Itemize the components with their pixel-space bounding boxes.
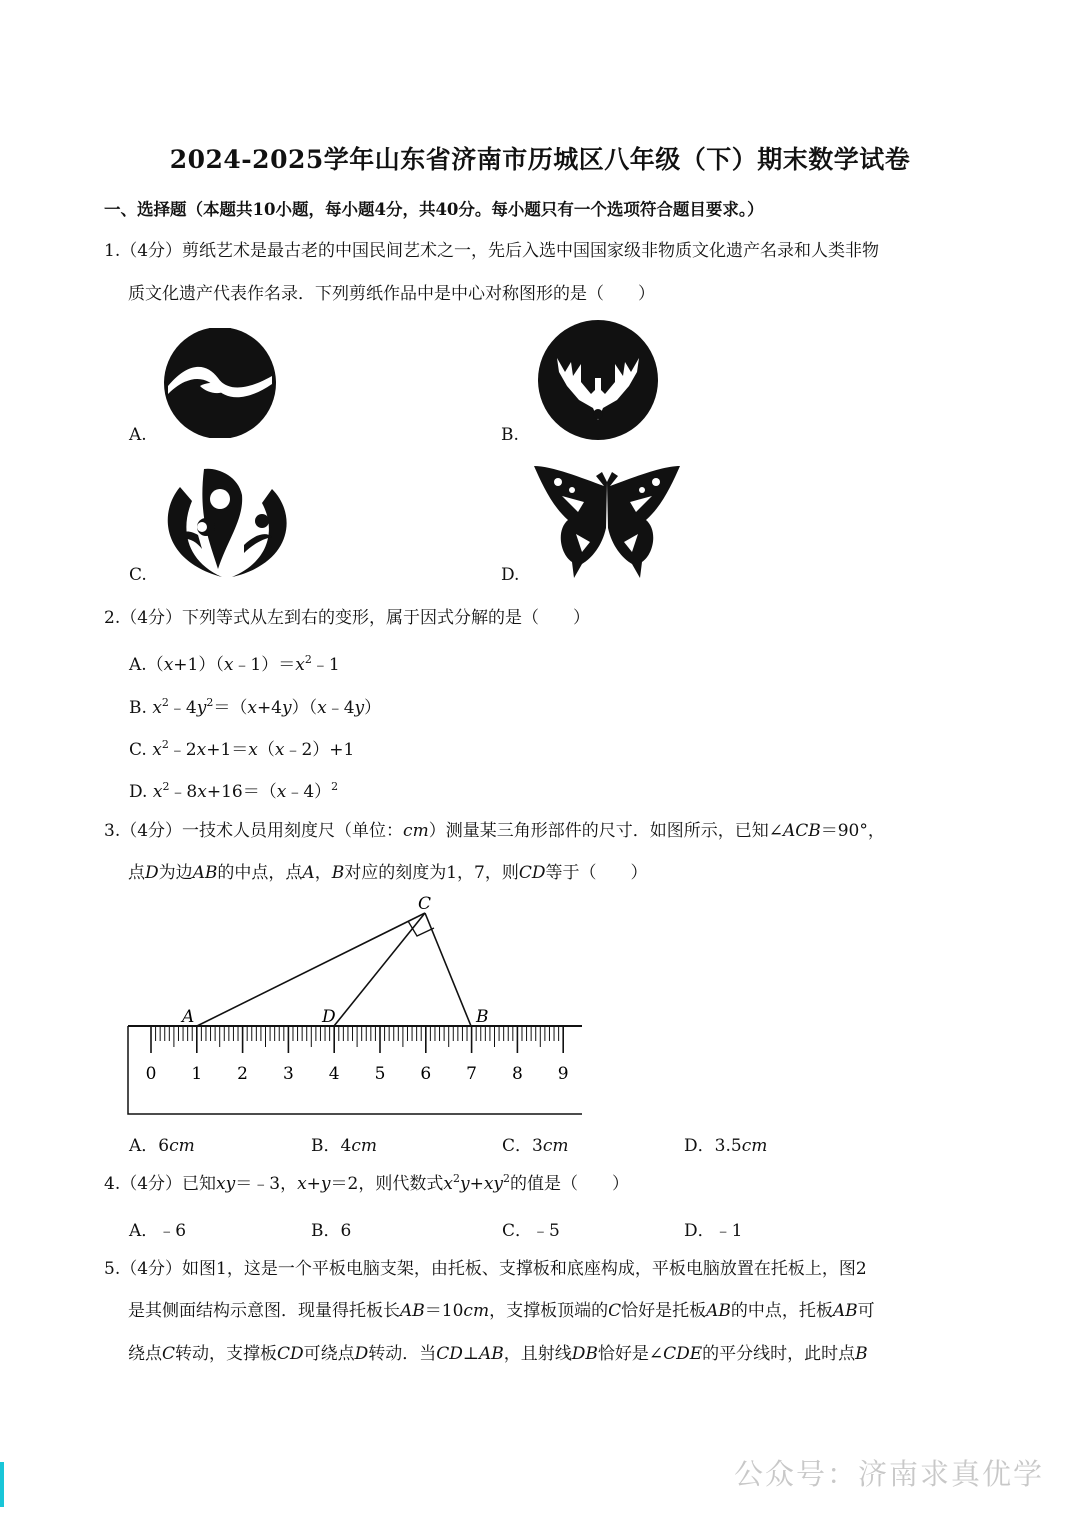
- q5-stem-line3: 绕点C转动，支撑板CD可绕点D转动．当CD⊥AB，且射线DB恰好是∠CDE的平分线时，此时点B: [128, 1344, 868, 1364]
- papercut-c-figures-image: [158, 465, 298, 580]
- q3-option-d: D．3.5cm: [684, 1136, 768, 1156]
- ruler-number-label: 9: [557, 1064, 569, 1084]
- q2-stem: 2.（4分）下列等式从左到右的变形，属于因式分解的是（ ）: [104, 608, 591, 628]
- q2-option-b: B. $x^2﹣4y^2=(x+4y)(x﹣4y)$: [129, 696, 382, 718]
- q4-option-a: A．﹣6: [129, 1221, 187, 1241]
- section-heading: 一、选择题（本题共10小题，每小题4分，共40分。每小题只有一个选项符合题目要求。）: [104, 200, 764, 219]
- ruler-number-label: 5: [374, 1064, 386, 1084]
- q1-option-d-label: D.: [501, 565, 520, 585]
- point-label-b: B: [476, 1007, 489, 1027]
- q2-option-a: $A.(x+1)(x﹣1)=x^2﹣1$: [129, 653, 340, 675]
- page-title: 2024-2025学年山东省济南市历城区八年级（下）期末数学试卷: [169, 145, 911, 174]
- ruler-number-label: 7: [466, 1064, 478, 1084]
- q4-option-d: D．﹣1: [684, 1221, 743, 1241]
- q4-option-b: B．6: [311, 1221, 352, 1241]
- ruler-number-label: 8: [511, 1064, 523, 1084]
- q1-option-a-label: A.: [129, 425, 147, 445]
- point-label-a: A: [182, 1007, 195, 1027]
- point-label-c: C: [418, 894, 432, 914]
- ruler-number-label: 2: [237, 1064, 249, 1084]
- segment-ac: [197, 913, 425, 1026]
- ruler-number-label: 1: [191, 1064, 203, 1084]
- q1-stem-line1: 1.（4分）剪纸艺术是最古老的中国民间艺术之一，先后入选中国国家级非物质文化遗产名录和人类非物: [104, 241, 880, 261]
- q4-stem: 4.（4分）已知xy＝﹣3，x+y＝2，则代数式$x^2y+xy^2$的值是（ ）: [104, 1172, 630, 1194]
- segment-cd: [334, 913, 425, 1026]
- papercut-a-yin-yang-image: [160, 328, 280, 438]
- q3-option-c: C．3cm: [502, 1136, 569, 1156]
- q1-stem-line2: 质文化遗产代表作名录．下列剪纸作品中是中心对称图形的是（ ）: [128, 284, 655, 304]
- edge-accent-bar: [0, 1462, 4, 1507]
- ruler-triangle-diagram: [120, 890, 590, 1120]
- q5-stem-line2: 是其侧面结构示意图．现量得托板长AB＝10cm，支撑板顶端的C恰好是托板AB的中点，托板AB可: [128, 1301, 875, 1321]
- papercut-b-antlers-image: [535, 320, 661, 440]
- ruler-number-label: 4: [328, 1064, 340, 1084]
- point-label-d: D: [322, 1007, 336, 1027]
- q3-option-a: A．6cm: [129, 1136, 195, 1156]
- ruler-number-label: 0: [145, 1064, 157, 1084]
- q3-option-b: B．4cm: [311, 1136, 377, 1156]
- segment-cb: [425, 913, 471, 1026]
- q5-stem-line1: 5.（4分）如图1，这是一个平板电脑支架，由托板、支撑板和底座构成，平板电脑放置在托板上，图2: [104, 1259, 867, 1279]
- ruler-number-labels: [146, 1064, 569, 1084]
- q1-option-c-label: C.: [129, 565, 147, 585]
- q4-option-c: C．﹣5: [502, 1221, 560, 1241]
- papercut-d-butterfly-image: [532, 462, 682, 582]
- right-angle-mark: [408, 921, 434, 936]
- watermark-text: 公众号：济南求真优学: [733, 1457, 1044, 1491]
- ruler-number-label: 6: [420, 1064, 432, 1084]
- q3-stem-line1: 3.（4分）一技术人员用刻度尺（单位：cm）测量某三角形部件的尺寸．如图所示，已知∠ACB＝90°，: [104, 821, 885, 841]
- q1-option-b-label: B.: [501, 425, 519, 445]
- q2-option-d: D. $x^2﹣8x+16=(x﹣4)^2$: [129, 780, 339, 802]
- q2-option-c: C. $x^2﹣2x+1=x(x﹣2)+1$: [129, 738, 355, 760]
- ruler-ticks: [151, 1027, 563, 1053]
- q3-stem-line2: 点D为边AB的中点，点A，B对应的刻度为1，7，则CD等于（ ）: [128, 863, 648, 883]
- ruler-number-label: 3: [282, 1064, 294, 1084]
